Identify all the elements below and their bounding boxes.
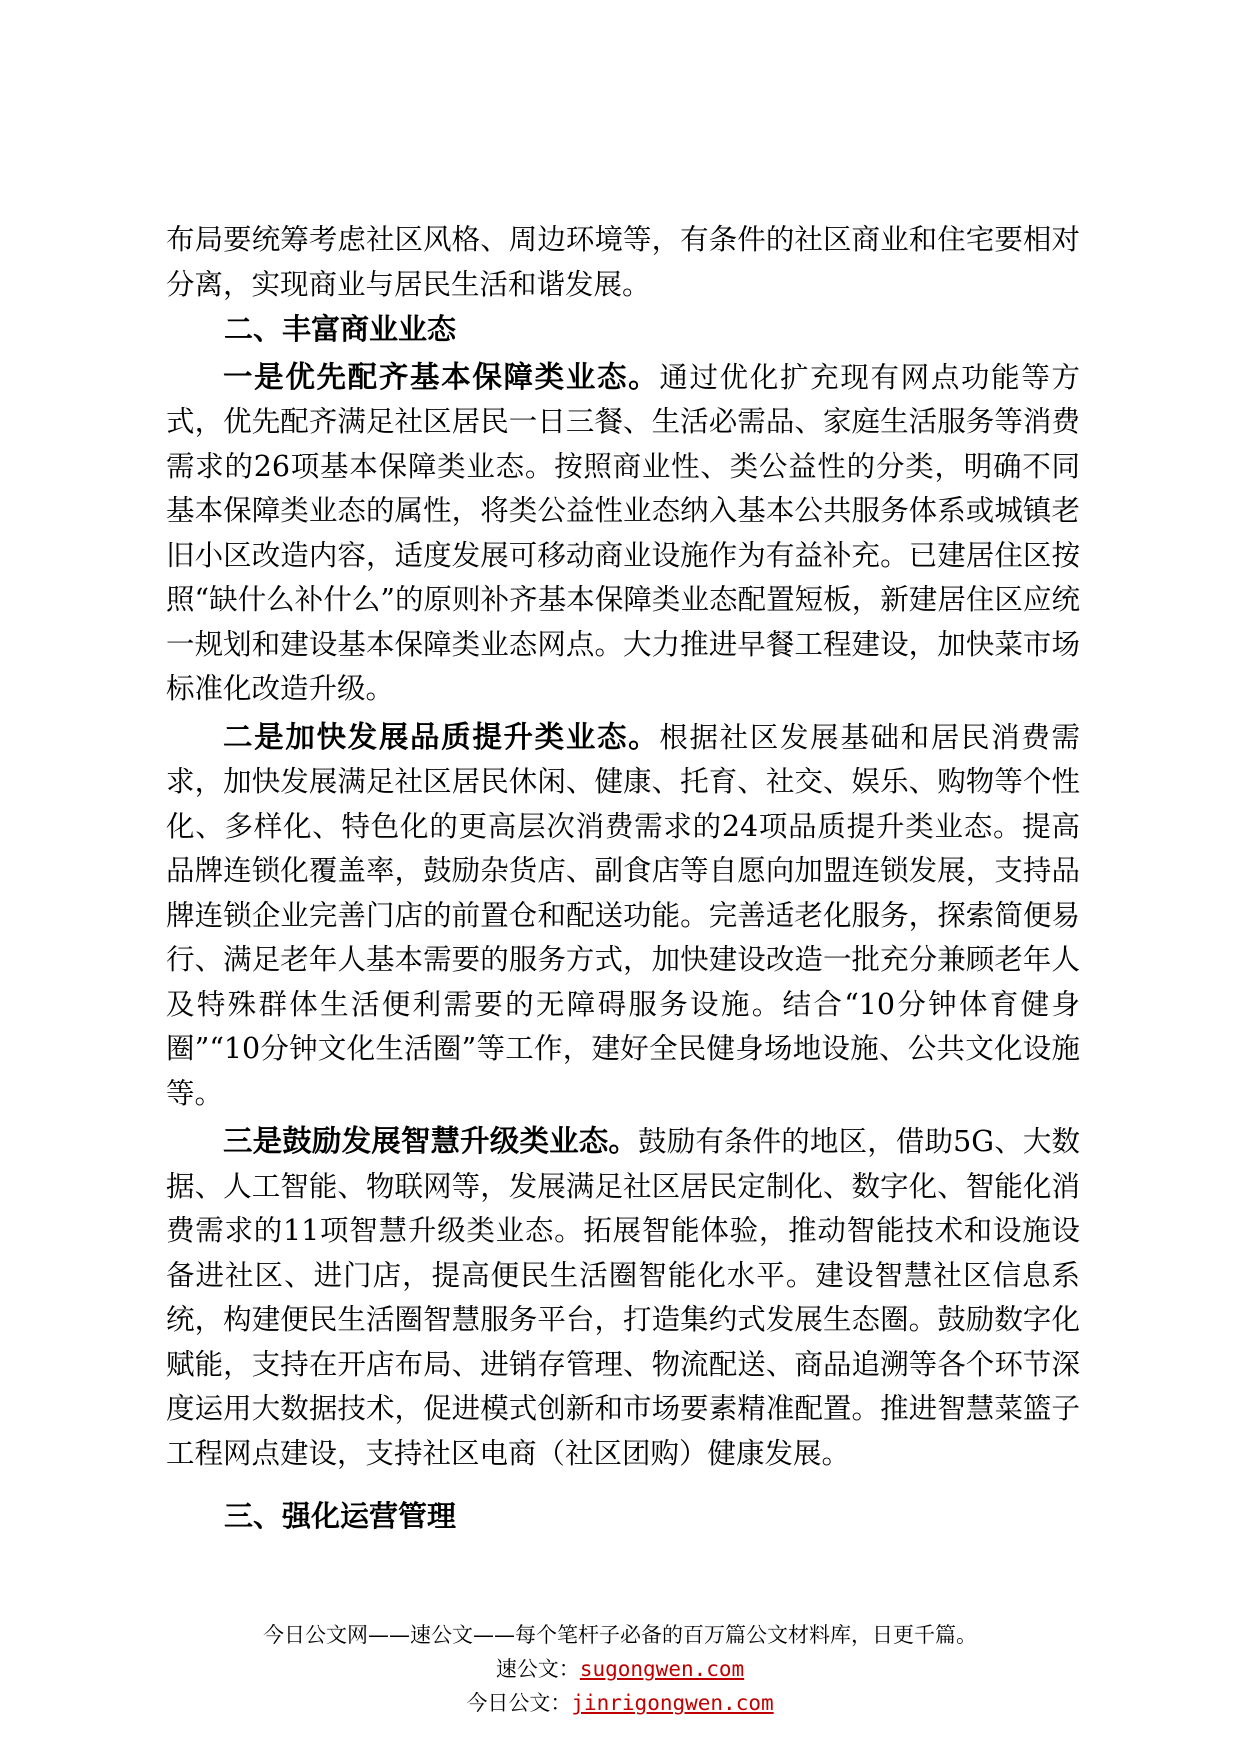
document-body — [166, 218, 1080, 1539]
footer-link-label: 今日公文： — [466, 1691, 572, 1715]
footer-link-label: 速公文： — [495, 1657, 580, 1681]
footer-link-row-1 — [0, 1652, 1240, 1686]
paragraph-quality-upgrade — [166, 715, 1080, 1117]
paragraph-text: 鼓励有条件的地区，借助5G、大数据、人工智能、物联网等，发展满足社区居民定制化、数字化、智能化消费需求的11项智慧升级类业态。拓展智能体验，推动智能技术和设施设备进社区、进门店，提高便民生活圈智能化水平。建设智慧社区信息系统，构建便民生活圈智慧服务平台，打造集约式发展生态圈。鼓励数字化赋能，支持在开店布局、进销存管理、物流配送、商品追溯等各个环节深度运用大数据技术，促进模式创新和市场要素精准配置。推进智慧菜篮子工程网点建设，支持社区电商（社区团购）健康发展。 — [166, 1125, 1080, 1470]
section-heading-3: 三、强化运营管理 — [224, 1499, 457, 1533]
footer-link-row-2 — [0, 1686, 1240, 1720]
paragraph-lead: 一是优先配齐基本保障类业态。 — [223, 358, 660, 394]
paragraph-lead: 二是加快发展品质提升类业态。 — [223, 718, 660, 754]
paragraph-text: 通过优化扩充现有网点功能等方式，优先配齐满足社区居民一日三餐、生活必需品、家庭生活服务等消费需求的26项基本保障类业态。按照商业性、类公益性的分类，明确不同基本保障类业态的属性，将类公益性业态纳入基本公共服务体系或城镇老旧小区改造内容，适度发展可移动商业设施作为有益补充。已建居住区按照“缺什么补什么”的原则补齐基本保障类业态配置短板，新建居住区应统一规划和建设基本保障类业态网点。大力推进早餐工程建设，加快菜市场标准化改造升级。 — [166, 360, 1080, 705]
footer-slogan: 今日公文网——速公文——每个笔杆子必备的百万篇公文材料库，日更千篇。 — [263, 1623, 977, 1647]
page-footer — [0, 1618, 1240, 1720]
jinrigongwen-link[interactable]: jinrigongwen.com — [571, 1691, 774, 1715]
paragraph-smart-upgrade — [166, 1119, 1080, 1476]
section-heading-2: 二、丰富商业业态 — [224, 312, 457, 346]
sugongwen-link[interactable]: sugongwen.com — [579, 1657, 745, 1681]
paragraph-lead: 三是鼓励发展智慧升级类业态。 — [223, 1123, 639, 1158]
paragraph-text: 根据社区发展基础和居民消费需求，加快发展满足社区居民休闲、健康、托育、社交、娱乐、购物等个性化、多样化、特色化的更高层次消费需求的24项品质提升类业态。提高品牌连锁化覆盖率，鼓励杂货店、副食店等自愿向加盟连锁发展，支持品牌连锁企业完善门店的前置仓和配送功能。完善适老化服务，探索简便易行、满足老年人基本需要的服务方式，加快建设改造一批充分兼顾老年人及特殊群体生活便利需要的无障碍服务设施。结合“10分钟体育健身圈”“10分钟文化生活圈”等工作，建好全民健身场地设施、公共文化设施等。 — [166, 720, 1080, 1110]
paragraph-basic-guarantee — [166, 355, 1080, 712]
paragraph-continuation: 布局要统筹考虑社区风格、周边环境等，有条件的社区商业和住宅要相对分离，实现商业与居民生活和谐发展。 — [166, 223, 1080, 301]
